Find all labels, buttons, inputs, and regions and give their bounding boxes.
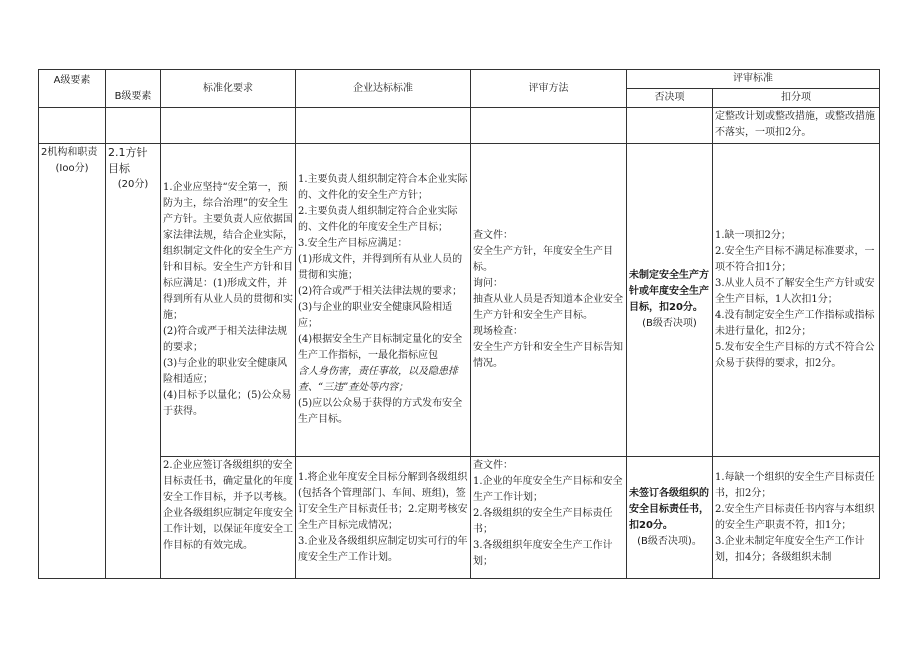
a-level-element: 2机构和职责 (Ioo分) bbox=[39, 144, 106, 579]
b-level-element: 2.1方针目标 (20分) bbox=[106, 144, 161, 579]
evaluation-standards-table bbox=[38, 69, 880, 579]
row0-deduct: 定整改计划或整改措施，或整改措施不落实，一项扣2分。 bbox=[713, 108, 880, 144]
deduct-2: 1.每缺一个组织的安全生产目标责任书，扣2分； 2.安全生产目标责任书内容与本组织的安全生产职责不符，扣1分； 3.企业未制定年度安全生产工作计划，扣4分；各级组织未制 bbox=[713, 457, 880, 579]
header-b-level: B级要素 bbox=[106, 70, 161, 108]
header-deduct: 扣分项 bbox=[713, 89, 880, 108]
std-req-1: 1.企业应坚持“安全第一，预防为主，综合治理”的安全生产方针。主要负责人应依据国家法律法规，结合企业实际，组织制定文件化的安全生产方针和目标。安全生产方针和目标应满足：(1)形成文件，并得到所有从业人员的贯彻和实施； (2)符合或严于相关法律法规的要求； (3)与企业的职业安全健康风险相适应； (4)目标予以量化；(5)公众易于获得。 bbox=[161, 144, 296, 457]
row0-veto bbox=[627, 108, 713, 144]
eval-method-2: 查文件： 1.企业的年度安全生产目标和安全生产工作计划； 2.各级组织的安全生产目标责任书； 3.各级组织年度安全生产工作计划； bbox=[471, 457, 627, 579]
row0-std bbox=[161, 108, 296, 144]
header-enterprise-standard: 企业达标标准 bbox=[296, 70, 471, 108]
veto-1: 未制定安全生产方针或年度安全生产目标，扣20分。 (B级否决项) bbox=[627, 144, 713, 457]
row0-method bbox=[471, 108, 627, 144]
enterprise-std-1: 1.主要负责人组织制定符合本企业实际的、文件化的安全生产方针； 2.主要负责人组织制定符合企业实际的、文件化的年度安全生产目标； 3.安全生产目标应满足： (1)形成文件，并得到所有从业人员的贯彻和实施； (2)符合或严于相关法律法规的要求； (3)与企业的职业安全健康风险相适应； (4)根据安全生产目标制定量化的安全生产工作指标，一最化指标应包 含人身伤害，责任事故，以及隐患排查、“三违”查处等内容； (5)应以公众易于获得的方式发布安全生产目标。 bbox=[296, 144, 471, 457]
header-evaluation-standard: 评审标准 bbox=[627, 70, 880, 89]
veto-2: 未签订各级组织的安全目标责任书，扣20分。 (B级否决项)。 bbox=[627, 457, 713, 579]
row0-b bbox=[106, 108, 161, 144]
header-veto: 否决项 bbox=[627, 89, 713, 108]
header-standard-requirements: 标准化要求 bbox=[161, 70, 296, 108]
eval-method-1: 查文件： 安全生产方针，年度安全生产目标。 询问： 抽查从业人员是否知道本企业安全生产方针和安全生产目标。 现场检查： 安全生产方针和安全生产目标告知情况。 bbox=[471, 144, 627, 457]
enterprise-std-2: 1.将企业年度安全目标分解到各级组织(包括各个管理部门、车间、班组)，签订安全生产目标责任书；2.定期考核安全生产目标完成情况； 3.企业及各级组织应制定切实可行的年度安全生产工作计划。 bbox=[296, 457, 471, 579]
row0-a bbox=[39, 108, 106, 144]
header-a-level: A级要素 bbox=[39, 70, 106, 108]
std-req-2: 2.企业应签订各级组织的安全目标责任书，确定量化的年度安全工作目标，并予以考核。企业各级组织应制定年度安全工作计划，以保证年度安全工作目标的有效完成。 bbox=[161, 457, 296, 579]
deduct-1: 1.缺一项扣2分； 2.安全生产目标不满足标准要求，一项不符合扣1分； 3.从业人员不了解安全生产方针或安全生产目标，1人次扣1分； 4.没有制定安全生产工作指标或指标未进行量化，扣2分； 5.发布安全生产目标的方式不符合公众易于获得的要求，扣2分。 bbox=[713, 144, 880, 457]
header-evaluation-method: 评审方法 bbox=[471, 70, 627, 108]
row0-enterprise bbox=[296, 108, 471, 144]
